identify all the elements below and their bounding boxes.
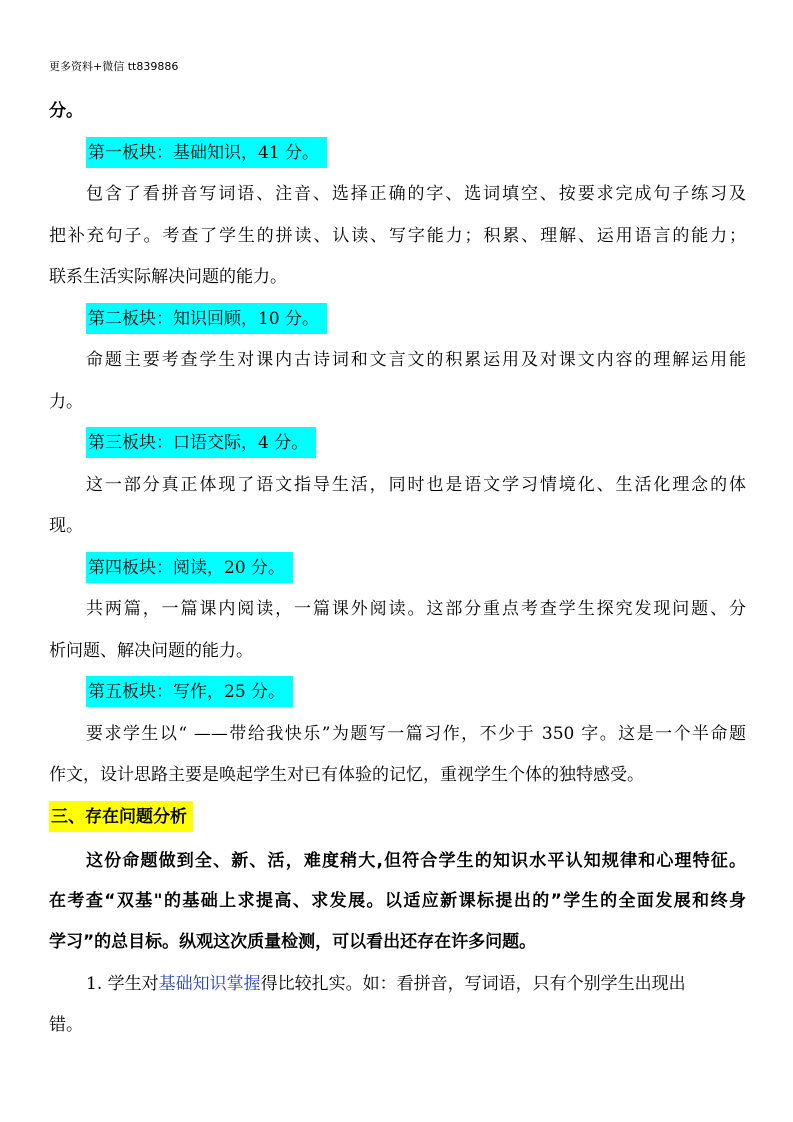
section-1-title-line [86, 143, 786, 163]
section-5-paragraph-line-1: 要求学生以“ ——带给我快乐”为题写一篇习作，不少于 350 字。这是一个半命题 [86, 724, 746, 744]
basic-knowledge-link[interactable]: 基础知识掌握 [158, 974, 261, 994]
section-1-title: 第一板块：基础知识，41 分。 [86, 137, 327, 168]
analysis-item-1-suffix: 得比较扎实。如：看拼音，写词语，只有个别学生出现出 [260, 974, 686, 994]
analysis-heading: 三、存在问题分析 [49, 801, 193, 832]
analysis-item-1-prefix: 1. 学生对 [86, 974, 159, 994]
section-5-title-line [86, 682, 786, 702]
section-3-title-line [86, 433, 786, 453]
section-4-paragraph-line-1: 共两篇，一篇课内阅读，一篇课外阅读。这部分重点考查学生探究发现问题、分 [86, 599, 746, 619]
analysis-heading-line [49, 807, 749, 827]
section-5-paragraph-line-2: 作文，设计思路主要是唤起学生对已有体验的记忆，重视学生个体的独特感受。 [49, 765, 644, 785]
analysis-item-1-continued: 错。 [49, 1015, 83, 1035]
section-5-title: 第五板块：写作，25 分。 [86, 676, 293, 707]
section-1-paragraph-line-1: 包含了看拼音写词语、注音、选择正确的字、选词填空、按要求完成句子练习及 [86, 184, 746, 204]
section-2-paragraph-line-1: 命题主要考查学生对课内古诗词和文言文的积累运用及对课文内容的理解运用能 [86, 350, 746, 370]
intro-tail: 分。 [49, 101, 83, 121]
section-3-title: 第三板块：口语交际，4 分。 [86, 427, 316, 458]
section-3-paragraph-line-1: 这一部分真正体现了语文指导生活，同时也是语文学习情境化、生活化理念的体 [86, 475, 746, 495]
section-4-paragraph-line-2: 析问题、解决问题的能力。 [49, 641, 253, 661]
section-2-title: 第二板块：知识回顾，10 分。 [86, 303, 327, 334]
section-2-title-line [86, 309, 786, 329]
page-header: 更多资料+微信 tt839886 [49, 60, 179, 73]
section-4-title: 第四板块：阅读，20 分。 [86, 552, 293, 583]
section-2-paragraph-line-2: 力。 [49, 392, 83, 412]
analysis-bold-line-3: 学习”的总目标。纵观这次质量检测，可以看出还存在许多问题。 [49, 932, 537, 952]
analysis-bold-line-1: 这份命题做到全、新、活，难度稍大,但符合学生的知识水平认知规律和心理特征。 [86, 851, 746, 871]
section-3-paragraph-line-2: 现。 [49, 516, 83, 536]
analysis-item-1 [86, 974, 786, 994]
section-1-paragraph-line-2: 把补充句子。考查了学生的拼读、认读、写字能力；积累、理解、运用语言的能力； [49, 226, 746, 246]
analysis-bold-line-2: 在考查“双基"的基础上求提高、求发展。以适应新课标提出的”学生的全面发展和终身 [49, 891, 746, 911]
section-4-title-line [86, 558, 786, 578]
section-1-paragraph-line-3: 联系生活实际解决问题的能力。 [49, 267, 287, 287]
